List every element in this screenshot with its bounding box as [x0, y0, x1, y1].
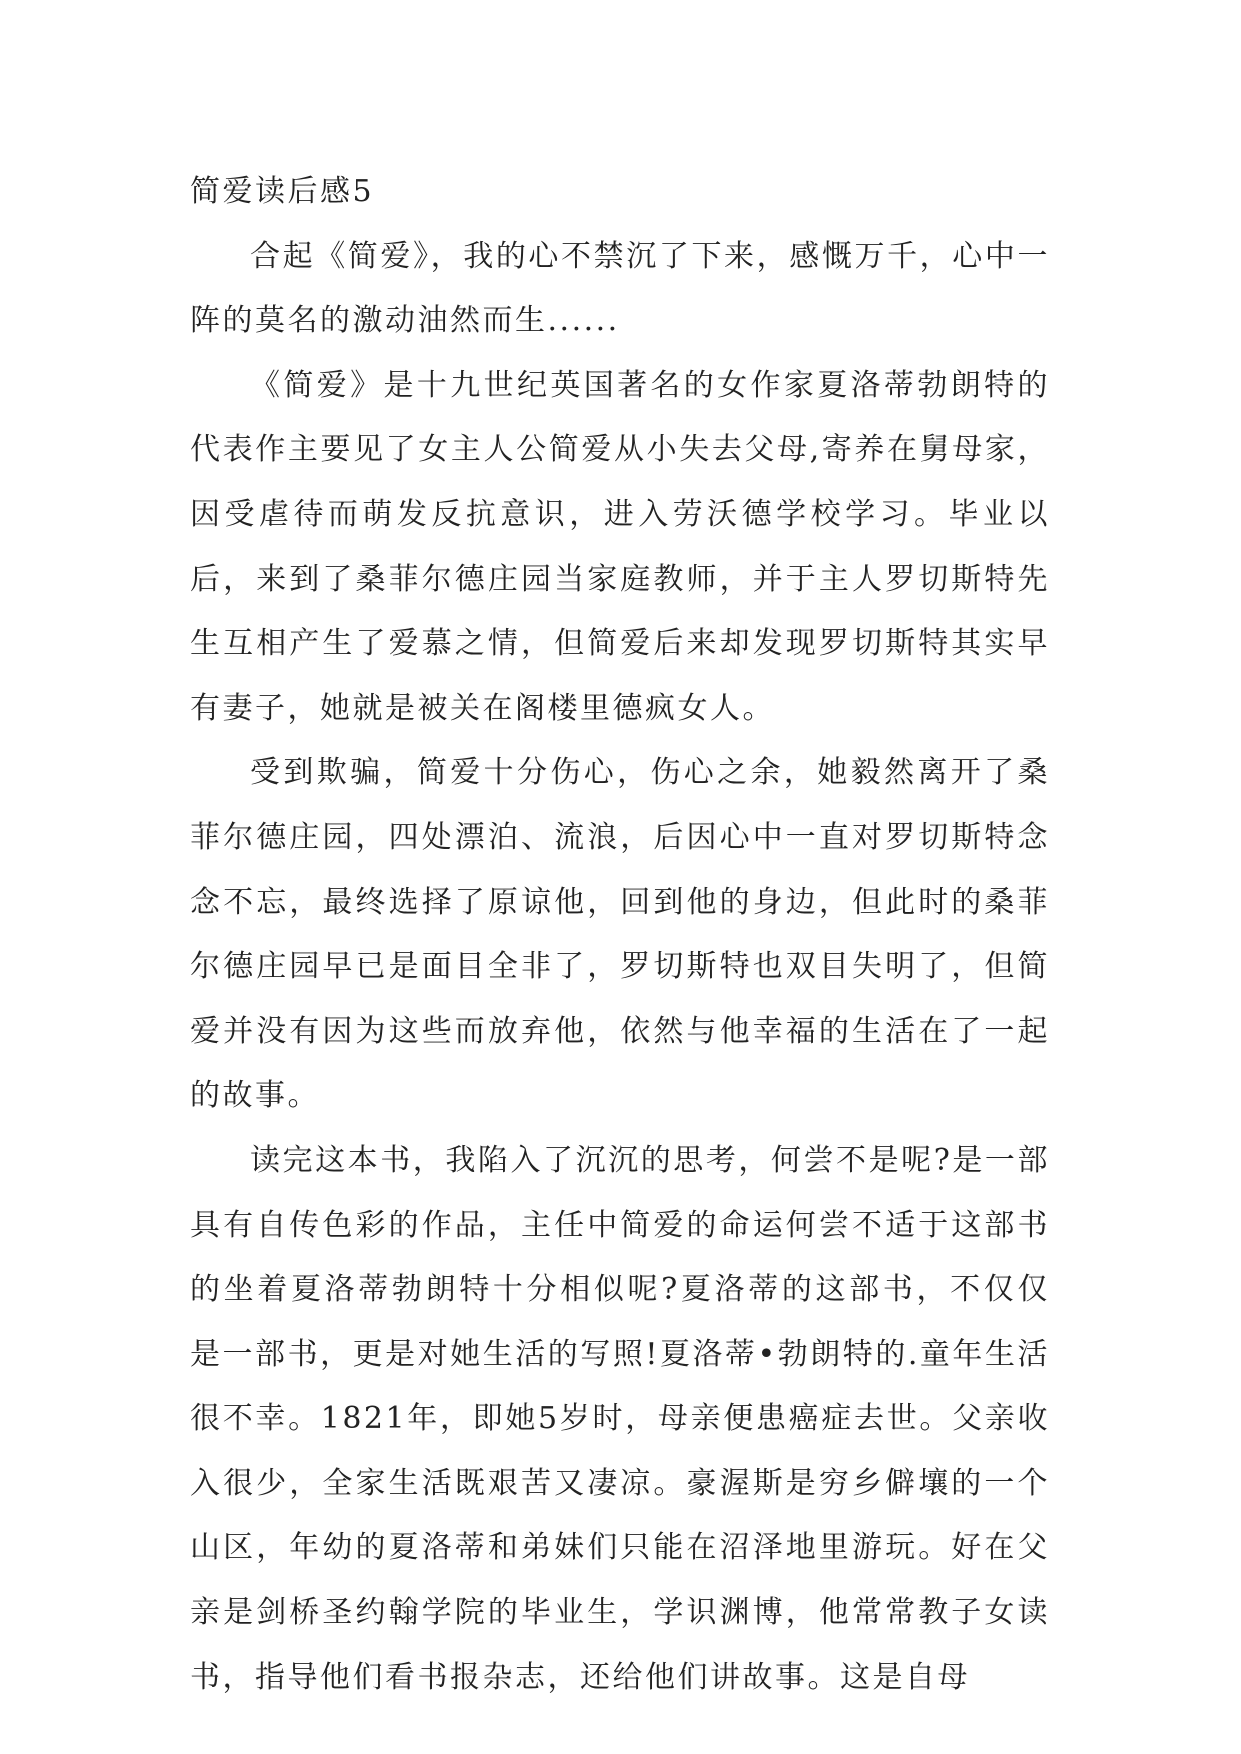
paragraph-3: 受到欺骗，简爱十分伤心，伤心之余，她毅然离开了桑菲尔德庄园，四处漂泊、流浪，后因心中一直对罗切斯特念念不忘，最终选择了原谅他，回到他的身边，但此时的桑菲尔德庄园早已是面目全非了，罗切斯特也双目失明了，但简爱并没有因为这些而放弃他，依然与他幸福的生活在了一起的故事。	[190, 755, 1050, 1114]
paragraph-1: 合起《简爱》，我的心不禁沉了下来，感慨万千，心中一阵的莫名的激动油然而生......	[190, 238, 1050, 339]
document-body	[190, 160, 1050, 1710]
paragraph-4: 读完这本书，我陷入了沉沉的思考，何尝不是呢?是一部具有自传色彩的作品，主任中简爱的命运何尝不适于这部书的坐着夏洛蒂勃朗特十分相似呢?夏洛蒂的这部书，不仅仅是一部书，更是对她生活的写照!夏洛蒂•勃朗特的.童年生活很不幸。1821年，即她5岁时，母亲便患癌症去世。父亲收入很少，全家生活既艰苦又凄凉。豪渥斯是穷乡僻壤的一个山区，年幼的夏洛蒂和弟妹们只能在沼泽地里游玩。好在父亲是剑桥圣约翰学院的毕业生，学识渊博，他常常教子女读书，指导他们看书报杂志，还给他们讲故事。这是自母	[190, 1142, 1050, 1695]
document-title: 简爱读后感5	[190, 174, 375, 209]
paragraph-2: 《简爱》是十九世纪英国著名的女作家夏洛蒂勃朗特的代表作主要见了女主人公简爱从小失去父母,寄养在舅母家，因受虐待而萌发反抗意识，进入劳沃德学校学习。毕业以后，来到了桑菲尔德庄园当家庭教师，并于主人罗切斯特先生互相产生了爱慕之情，但简爱后来却发现罗切斯特其实早有妻子，她就是被关在阁楼里德疯女人。	[190, 367, 1050, 726]
